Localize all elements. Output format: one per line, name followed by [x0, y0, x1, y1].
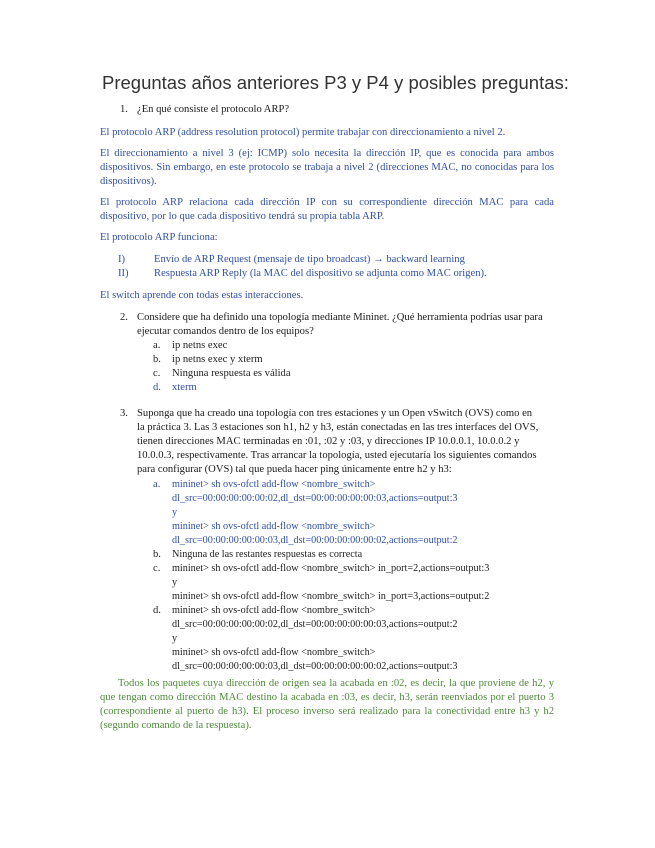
question-text: para configurar (OVS) tal que pueda hacer ping únicamente entre h2 y h3: [137, 464, 452, 475]
command-line: dl_src=00:00:00:00:00:02,dl_dst=00:00:00:00:00:03,actions=output:3 [172, 493, 458, 504]
step-text: Respuesta ARP Reply (la MAC del dispositivo se adjunta como MAC origen). [154, 268, 487, 279]
step-text: Envío de ARP Request (mensaje de tipo broadcast) → backward learning [154, 254, 465, 265]
command-line: mininet> sh ovs-ofctl add-flow <nombre_switch> [172, 647, 376, 658]
question-text: Considere que ha definido una topología mediante Mininet. ¿Qué herramienta podrías usar para [137, 312, 543, 323]
step-label: II) [118, 268, 129, 279]
question-text: la práctica 3. Las 3 estaciones son h1, h2 y h3, están conectadas en las tres interfaces del OVS, [137, 422, 539, 433]
answer-paragraph: El switch aprende con todas estas interacciones. [100, 290, 304, 301]
command-line: y [172, 633, 178, 644]
answer-paragraph: El direccionamiento a nivel 3 (ej: ICMP) solo necesita la dirección IP, que es conocida para ambos dispositivos. Sin embargo, en este protocolo se trabaja a nivel 2 (direcciones MAC, no conocidas para los dispositivos). [100, 148, 554, 187]
command-line: y [172, 577, 178, 588]
command-line: mininet> sh ovs-ofctl add-flow <nombre_switch> in_port=3,actions=output:2 [172, 591, 490, 602]
command-line: mininet> sh ovs-ofctl add-flow <nombre_switch> in_port=2,actions=output:3 [172, 563, 490, 574]
question-text: Suponga que ha creado una topología con tres estaciones y un Open vSwitch (OVS) como en [137, 408, 533, 419]
question-3 [120, 407, 557, 477]
command-line: mininet> sh ovs-ofctl add-flow <nombre_switch> [172, 521, 376, 532]
option-text: ip netns exec y xterm [172, 354, 263, 365]
page-title: Preguntas años anteriores P3 y P4 y posibles preguntas: [102, 72, 569, 93]
option-label: b. [153, 549, 161, 560]
option-text: Ninguna respuesta es válida [172, 368, 291, 379]
question-number: 2. [120, 312, 128, 323]
command-line: y [172, 507, 178, 518]
option-label: a. [153, 479, 161, 490]
option-text: ip netns exec [172, 340, 228, 351]
answer-paragraph: El protocolo ARP funciona: [100, 232, 218, 243]
command-line: dl_src=00:00:00:00:00:03,dl_dst=00:00:00:00:00:02,actions=output:2 [172, 535, 458, 546]
answer-paragraph: El protocolo ARP (address resolution protocol) permite trabajar con direccionamiento a nivel 2. [100, 127, 506, 138]
question-text: 10.0.0.3, respectivamente. Tras arrancar la topología, usted ejecutaría los siguientes comandos [137, 450, 537, 461]
step-label: I) [118, 254, 126, 265]
command-line: dl_src=00:00:00:00:00:03,dl_dst=00:00:00:00:00:02,actions=output:3 [172, 661, 458, 672]
explanation-paragraph: Todos los paquetes cuya dirección de origen sea la acabada en :02, es decir, la que proviene de h2, y que tengan como dirección MAC destino la acabada en :03, es decir, h3, serán reenviados por el puerto 3 (correspondiente al puerto de h3). El proceso inverso será realizado para la conectividad entre h3 y h2 (segundo comando de la respuesta). [100, 678, 554, 731]
question-text: ejecutar comandos dentro de los equipos? [137, 326, 314, 337]
command-line: mininet> sh ovs-ofctl add-flow <nombre_switch> [172, 479, 376, 490]
command-line: mininet> sh ovs-ofctl add-flow <nombre_switch> [172, 605, 376, 616]
question-number: 1. [120, 104, 128, 115]
answer-paragraph: El protocolo ARP relaciona cada dirección IP con su correspondiente dirección MAC para cada dispositivo, por lo que cada dispositivo tendrá su propia tabla ARP. [100, 197, 554, 222]
option-label: d. [153, 605, 161, 616]
option-label: b. [153, 354, 161, 365]
command-line: dl_src=00:00:00:00:00:02,dl_dst=00:00:00:00:00:03,actions=output:2 [172, 619, 458, 630]
question-number: 3. [120, 408, 128, 419]
option-label: c. [153, 563, 161, 574]
question-text: tienen direcciones MAC terminadas en :01, :02 y :03, y direcciones IP 10.0.0.1, 10.0.0.2 y [137, 436, 520, 447]
question-text: ¿En qué consiste el protocolo ARP? [137, 104, 290, 115]
option-label: d. [153, 382, 161, 393]
option-label: c. [153, 368, 161, 379]
option-text: Ninguna de las restantes respuestas es correcta [172, 549, 363, 560]
question-1 [120, 103, 290, 117]
option-text: xterm [172, 382, 197, 393]
option-label: a. [153, 340, 161, 351]
question-2 [120, 311, 557, 339]
